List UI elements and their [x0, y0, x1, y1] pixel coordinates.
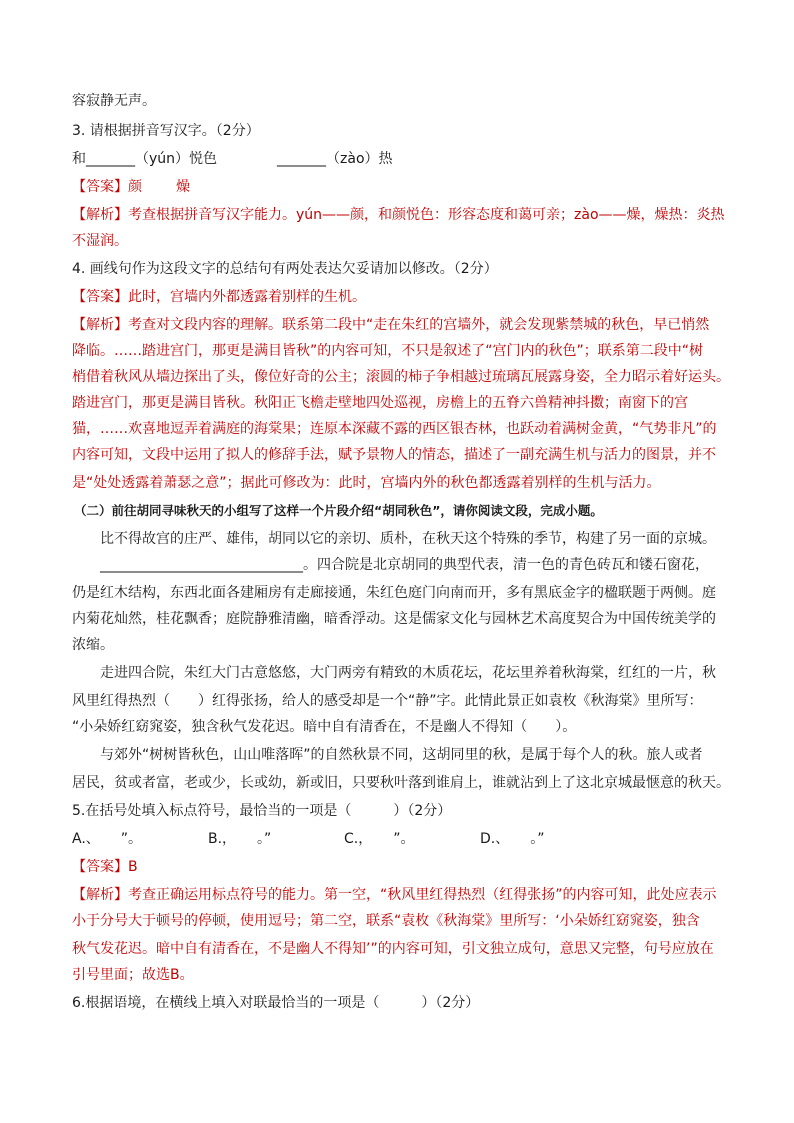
option-a: A.、 ”。 [72, 831, 143, 847]
analysis-text: 降临。……踏进宫门，那更是满目皆秋”的内容可知，不只是叙述了“宫门内的秋色”；联系第二段中“树 [72, 343, 704, 359]
option-c: C.， ”。 [344, 831, 415, 847]
question-3-items [72, 150, 393, 168]
passage-line: 仍是红木结构，东西北面各建厢房有走廊接通，朱红色庭门向南而开，多有黑底金字的楹联题于两侧。庭 [72, 585, 716, 601]
analysis-text: 踏进宫门，那更是满目皆秋。秋阳正飞檐走壁地四处巡视，房檐上的五脊六兽精神抖擞；南窗下的宫 [72, 395, 688, 411]
passage-line: “小朵娇红窈窕姿，独含秋气发花迟。暗中自有清香在，不是幽人不得知（ ）。 [72, 719, 577, 735]
analysis-line [72, 316, 709, 334]
analysis-text: 考查正确运用标点符号的能力。第一空，“秋风里红得热烈（红得张扬”的内容可知，此处应表示 [128, 887, 717, 903]
question-5-options [72, 830, 616, 848]
analysis-line [72, 886, 717, 904]
answer-line [72, 288, 366, 306]
answer-text: B [128, 859, 138, 875]
passage-paragraph: 走进四合院，朱红大门古意悠悠，大门两旁有精致的木质花坛，花坛里养着秋海棠，红红的一片，秋 [100, 665, 716, 681]
option-d: D.、 。” [480, 831, 545, 847]
passage-line: 浓缩。 [72, 637, 114, 653]
analysis-label: 【解析】 [72, 887, 128, 903]
analysis-text: 考查根据拼音写汉字能力。yún——颜，和颜悦色：形容态度和蔼可亲；zào——燥，燥热：炎热 [128, 207, 725, 223]
answer-label: 【答案】 [72, 859, 128, 875]
analysis-text: 考查对文段内容的理解。联系第二段中“走在朱红的宫墙外，就会发现紫禁城的秋色，早已悄然 [128, 317, 710, 333]
answer-text: 此时，宫墙内外都透露着别样的生机。 [128, 289, 366, 305]
passage-line: 内菊花灿然，桂花飘香；庭院静雅清幽，暗香浮动。这是儒家文化与园林艺术高度契合为中国传统美学的 [72, 611, 716, 627]
passage-paragraph: 与郊外“树树皆秋色，山山唯落晖”的自然秋景不同，这胡同里的秋，是属于每个人的秋。旅人或者 [100, 747, 703, 763]
analysis-text: 秋气发花迟。暗中自有清香在，不是幽人不得知’”的内容可知，引文独立成句，意思又完整，句号应放在 [72, 941, 714, 957]
question-3: 3. 请根据拼音写汉字。（2分） [72, 123, 260, 139]
question-6: 6.根据语境，在横线上填入对联最恰当的一项是（ ）（2分） [72, 995, 480, 1011]
q3-item-b: _______（zào）热 [277, 151, 393, 167]
analysis-text: 内容可知，文段中运用了拟人的修辞手法，赋予景物人的情态，描述了一副充满生机与活力的图景，并不 [72, 447, 716, 463]
analysis-text: 是“处处透露着萧瑟之意”；据此可修改为：此时，宫墙内外的秋色都透露着别样的生机与活力。 [72, 475, 661, 491]
answer-line [72, 858, 138, 876]
answer-text: 颜 [128, 179, 142, 195]
analysis-text: 不湿润。 [72, 233, 128, 249]
passage-paragraph: _____________________________。四合院是北京胡同的典型代表，清一色的青色砖瓦和镂石窗花， [100, 557, 709, 573]
analysis-text: 猫，……欢喜地逗弄着满庭的海棠果；连原本深藏不露的西区银杏林，也跃动着满树金黄，“气势非凡”的 [72, 421, 717, 437]
answer-text: 燥 [176, 179, 190, 195]
analysis-label: 【解析】 [72, 207, 128, 223]
analysis-label: 【解析】 [72, 317, 128, 333]
analysis-text: 小于分号大于顿号的停顿，使用逗号；第二空，联系“袁枚《秋海棠》里所写：‘小朵娇红窈窕姿，独含 [72, 913, 700, 929]
text-line: 容寂静无声。 [72, 93, 156, 109]
answer-label: 【答案】 [72, 289, 128, 305]
passage-line: 风里红得热烈（ ）红得张扬，给人的感受却是一个“静”字。此情此景正如袁枚《秋海棠》里所写： [72, 693, 703, 709]
section-heading: （二）前往胡同寻味秋天的小组写了这样一个片段介绍“胡同秋色”，请你阅读文段，完成小题。 [74, 503, 603, 518]
answer-line [72, 178, 190, 196]
passage-line: 居民，贫或者富，老或少，长或幼，新或旧，只要秋叶落到谁肩上，谁就沾到上了这北京城最惬意的秋天。 [72, 775, 730, 791]
passage-paragraph: 比不得故宫的庄严、雄伟，胡同以它的亲切、质朴，在秋天这个特殊的季节，构建了另一面的京城。 [100, 531, 716, 547]
question-5: 5.在括号处填入标点符号，最恰当的一项是（ ）（2分） [72, 803, 452, 819]
analysis-text: 引号里面；故选B。 [72, 967, 194, 983]
analysis-text: 梢借着秋风从墙边探出了头，像位好奇的公主；滚圆的柿子争相越过琉璃瓦展露身姿，全力昭示着好运头。 [72, 369, 730, 385]
question-4: 4. 画线句作为这段文字的总结句有两处表达欠妥请加以修改。（2分） [72, 261, 498, 277]
q3-item-a: 和_______（yún）悦色 [72, 151, 218, 167]
option-b: B.， 。” [208, 831, 272, 847]
answer-label: 【答案】 [72, 179, 128, 195]
analysis-line [72, 206, 725, 224]
